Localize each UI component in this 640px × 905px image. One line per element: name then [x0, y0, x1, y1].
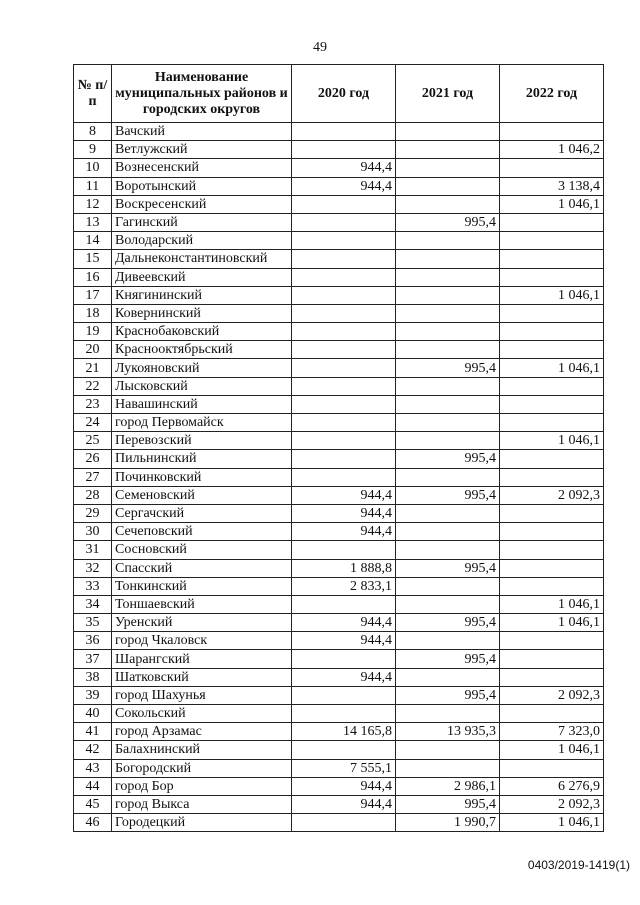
row-name-cell: Тоншаевский: [112, 595, 292, 613]
row-number-cell: 15: [74, 250, 112, 268]
row-name-cell: Богородский: [112, 759, 292, 777]
row-2021-cell: [396, 541, 500, 559]
row-2022-cell: [500, 304, 604, 322]
row-number-cell: 35: [74, 614, 112, 632]
row-2021-cell: [396, 414, 500, 432]
row-2020-cell: 944,4: [292, 614, 396, 632]
row-2022-cell: [500, 377, 604, 395]
table-row: [74, 814, 604, 832]
row-2022-cell: 1 046,1: [500, 595, 604, 613]
header-2022: 2022 год: [500, 65, 604, 123]
table-row: [74, 377, 604, 395]
row-number-cell: 9: [74, 141, 112, 159]
row-2021-cell: [396, 632, 500, 650]
row-2020-cell: [292, 359, 396, 377]
row-2022-cell: 2 092,3: [500, 486, 604, 504]
row-2020-cell: 944,4: [292, 777, 396, 795]
row-name-cell: Ковернинский: [112, 304, 292, 322]
row-name-cell: Городецкий: [112, 814, 292, 832]
row-2021-cell: [396, 286, 500, 304]
row-number-cell: 30: [74, 523, 112, 541]
document-code: 0403/2019-1419(1): [527, 858, 630, 872]
row-2020-cell: [292, 268, 396, 286]
header-num: № п/п: [74, 65, 112, 123]
row-2022-cell: 1 046,1: [500, 741, 604, 759]
row-number-cell: 40: [74, 705, 112, 723]
row-2020-cell: 944,4: [292, 632, 396, 650]
row-name-cell: Лысковский: [112, 377, 292, 395]
row-name-cell: Сокольский: [112, 705, 292, 723]
row-2020-cell: [292, 232, 396, 250]
row-2022-cell: [500, 323, 604, 341]
row-name-cell: Вознесенский: [112, 159, 292, 177]
row-2020-cell: 14 165,8: [292, 723, 396, 741]
row-2022-cell: 1 046,2: [500, 141, 604, 159]
table-row: [74, 395, 604, 413]
row-2021-cell: 995,4: [396, 559, 500, 577]
row-2021-cell: 995,4: [396, 795, 500, 813]
row-2021-cell: 13 935,3: [396, 723, 500, 741]
row-2022-cell: 1 046,1: [500, 359, 604, 377]
page-number: 49: [313, 40, 327, 55]
row-2020-cell: [292, 141, 396, 159]
row-2020-cell: [292, 323, 396, 341]
row-number-cell: 19: [74, 323, 112, 341]
row-2020-cell: [292, 595, 396, 613]
row-name-cell: Лукояновский: [112, 359, 292, 377]
row-2022-cell: 6 276,9: [500, 777, 604, 795]
row-name-cell: Уренский: [112, 614, 292, 632]
row-name-cell: Володарский: [112, 232, 292, 250]
row-number-cell: 13: [74, 213, 112, 231]
row-number-cell: 43: [74, 759, 112, 777]
row-2021-cell: [396, 141, 500, 159]
header-2021: 2021 год: [396, 65, 500, 123]
row-2021-cell: [396, 395, 500, 413]
row-2020-cell: [292, 432, 396, 450]
row-number-cell: 34: [74, 595, 112, 613]
row-name-cell: Пильнинский: [112, 450, 292, 468]
row-2021-cell: [396, 250, 500, 268]
row-2021-cell: [396, 595, 500, 613]
row-number-cell: 39: [74, 686, 112, 704]
table-row: [74, 341, 604, 359]
table-row: [74, 795, 604, 813]
row-number-cell: 26: [74, 450, 112, 468]
table-row: [74, 777, 604, 795]
row-2020-cell: [292, 686, 396, 704]
row-2021-cell: [396, 523, 500, 541]
row-2021-cell: [396, 123, 500, 141]
table-row: [74, 177, 604, 195]
row-2021-cell: 995,4: [396, 486, 500, 504]
row-2022-cell: 2 092,3: [500, 795, 604, 813]
row-2022-cell: [500, 395, 604, 413]
row-name-cell: Княгининский: [112, 286, 292, 304]
table-row: [74, 286, 604, 304]
row-number-cell: 10: [74, 159, 112, 177]
row-2021-cell: [396, 341, 500, 359]
table-row: [74, 323, 604, 341]
row-name-cell: город Шахунья: [112, 686, 292, 704]
row-number-cell: 37: [74, 650, 112, 668]
table-row: [74, 614, 604, 632]
row-2020-cell: [292, 213, 396, 231]
row-name-cell: город Выкса: [112, 795, 292, 813]
row-name-cell: Сечеповский: [112, 523, 292, 541]
row-2020-cell: [292, 341, 396, 359]
row-number-cell: 20: [74, 341, 112, 359]
row-2020-cell: 944,4: [292, 523, 396, 541]
table-row: [74, 268, 604, 286]
row-2020-cell: [292, 541, 396, 559]
row-name-cell: Семеновский: [112, 486, 292, 504]
row-2021-cell: [396, 304, 500, 322]
row-2021-cell: 995,4: [396, 686, 500, 704]
row-name-cell: Воскресенский: [112, 195, 292, 213]
row-2022-cell: 1 046,1: [500, 286, 604, 304]
row-2022-cell: 1 046,1: [500, 195, 604, 213]
row-2020-cell: [292, 705, 396, 723]
table-row: [74, 759, 604, 777]
row-2022-cell: [500, 668, 604, 686]
row-number-cell: 36: [74, 632, 112, 650]
row-name-cell: Перевозский: [112, 432, 292, 450]
row-number-cell: 8: [74, 123, 112, 141]
row-2021-cell: [396, 577, 500, 595]
table-row: [74, 304, 604, 322]
row-2022-cell: 1 046,1: [500, 814, 604, 832]
row-2020-cell: [292, 414, 396, 432]
table-row: [74, 668, 604, 686]
table-row: [74, 159, 604, 177]
row-2020-cell: [292, 650, 396, 668]
table-row: [74, 559, 604, 577]
row-number-cell: 44: [74, 777, 112, 795]
row-name-cell: Краснобаковский: [112, 323, 292, 341]
row-2022-cell: [500, 541, 604, 559]
table-row: [74, 504, 604, 522]
row-2021-cell: [396, 759, 500, 777]
row-2020-cell: 944,4: [292, 486, 396, 504]
row-name-cell: Вачский: [112, 123, 292, 141]
row-number-cell: 29: [74, 504, 112, 522]
row-2022-cell: [500, 650, 604, 668]
row-2021-cell: [396, 323, 500, 341]
row-2020-cell: [292, 286, 396, 304]
row-number-cell: 23: [74, 395, 112, 413]
table-row: [74, 523, 604, 541]
table-row: [74, 577, 604, 595]
table-row: [74, 468, 604, 486]
row-2022-cell: [500, 504, 604, 522]
row-number-cell: 33: [74, 577, 112, 595]
row-2022-cell: [500, 559, 604, 577]
table-row: [74, 723, 604, 741]
row-2020-cell: [292, 304, 396, 322]
row-2021-cell: 995,4: [396, 450, 500, 468]
row-name-cell: Спасский: [112, 559, 292, 577]
row-2022-cell: 7 323,0: [500, 723, 604, 741]
row-2022-cell: [500, 759, 604, 777]
row-number-cell: 27: [74, 468, 112, 486]
row-number-cell: 42: [74, 741, 112, 759]
row-name-cell: Сосновский: [112, 541, 292, 559]
row-2022-cell: [500, 268, 604, 286]
row-2021-cell: [396, 377, 500, 395]
row-2020-cell: 944,4: [292, 504, 396, 522]
row-2020-cell: [292, 377, 396, 395]
row-number-cell: 32: [74, 559, 112, 577]
row-2022-cell: [500, 450, 604, 468]
row-2022-cell: [500, 232, 604, 250]
row-name-cell: Гагинский: [112, 213, 292, 231]
table-body: [74, 123, 604, 832]
row-2021-cell: 995,4: [396, 650, 500, 668]
row-2021-cell: 995,4: [396, 614, 500, 632]
row-number-cell: 46: [74, 814, 112, 832]
row-name-cell: город Первомайск: [112, 414, 292, 432]
table-row: [74, 141, 604, 159]
row-name-cell: Шатковский: [112, 668, 292, 686]
row-2020-cell: [292, 395, 396, 413]
row-number-cell: 41: [74, 723, 112, 741]
row-number-cell: 31: [74, 541, 112, 559]
table-row: [74, 432, 604, 450]
row-2020-cell: 944,4: [292, 159, 396, 177]
row-2020-cell: [292, 468, 396, 486]
row-2021-cell: [396, 232, 500, 250]
table-row: [74, 123, 604, 141]
row-2020-cell: [292, 741, 396, 759]
row-number-cell: 45: [74, 795, 112, 813]
row-2021-cell: [396, 705, 500, 723]
row-2020-cell: [292, 450, 396, 468]
row-number-cell: 18: [74, 304, 112, 322]
table-row: [74, 232, 604, 250]
row-2020-cell: 944,4: [292, 668, 396, 686]
table-row: [74, 705, 604, 723]
row-2021-cell: 995,4: [396, 213, 500, 231]
table-row: [74, 632, 604, 650]
row-2021-cell: [396, 268, 500, 286]
row-2022-cell: [500, 468, 604, 486]
table-row: [74, 450, 604, 468]
row-name-cell: город Бор: [112, 777, 292, 795]
row-2020-cell: [292, 250, 396, 268]
row-2020-cell: 1 888,8: [292, 559, 396, 577]
row-2022-cell: [500, 705, 604, 723]
table-row: [74, 595, 604, 613]
row-number-cell: 22: [74, 377, 112, 395]
row-2021-cell: [396, 432, 500, 450]
row-2020-cell: 7 555,1: [292, 759, 396, 777]
table-row: [74, 213, 604, 231]
row-number-cell: 25: [74, 432, 112, 450]
row-2021-cell: [396, 504, 500, 522]
row-number-cell: 28: [74, 486, 112, 504]
row-name-cell: Дальнеконстантиновский: [112, 250, 292, 268]
table-row: [74, 414, 604, 432]
row-2022-cell: 3 138,4: [500, 177, 604, 195]
row-2022-cell: [500, 123, 604, 141]
row-name-cell: город Чкаловск: [112, 632, 292, 650]
row-2021-cell: [396, 468, 500, 486]
row-2022-cell: 1 046,1: [500, 614, 604, 632]
header-2020: 2020 год: [292, 65, 396, 123]
row-number-cell: 17: [74, 286, 112, 304]
row-2021-cell: [396, 177, 500, 195]
row-number-cell: 21: [74, 359, 112, 377]
row-name-cell: Балахнинский: [112, 741, 292, 759]
header-name: Наименование муниципальных районов и городских округов: [112, 65, 292, 123]
row-name-cell: Тонкинский: [112, 577, 292, 595]
row-number-cell: 12: [74, 195, 112, 213]
table-row: [74, 486, 604, 504]
row-2022-cell: [500, 213, 604, 231]
row-name-cell: город Арзамас: [112, 723, 292, 741]
row-2021-cell: 995,4: [396, 359, 500, 377]
row-2022-cell: [500, 341, 604, 359]
row-2022-cell: 1 046,1: [500, 432, 604, 450]
table-row: [74, 250, 604, 268]
row-2022-cell: [500, 577, 604, 595]
row-number-cell: 24: [74, 414, 112, 432]
row-2021-cell: [396, 741, 500, 759]
row-name-cell: Воротынский: [112, 177, 292, 195]
table-header-row: [74, 65, 604, 123]
row-2021-cell: [396, 668, 500, 686]
row-2020-cell: [292, 195, 396, 213]
row-2022-cell: [500, 632, 604, 650]
row-2022-cell: [500, 159, 604, 177]
row-name-cell: Починковский: [112, 468, 292, 486]
row-name-cell: Дивеевский: [112, 268, 292, 286]
row-2020-cell: 944,4: [292, 795, 396, 813]
row-name-cell: Навашинский: [112, 395, 292, 413]
row-2020-cell: [292, 814, 396, 832]
row-2022-cell: 2 092,3: [500, 686, 604, 704]
table-row: [74, 650, 604, 668]
table-row: [74, 359, 604, 377]
row-2022-cell: [500, 414, 604, 432]
row-2022-cell: [500, 523, 604, 541]
row-number-cell: 14: [74, 232, 112, 250]
row-2021-cell: 1 990,7: [396, 814, 500, 832]
table-row: [74, 195, 604, 213]
funding-table: [73, 64, 604, 832]
row-number-cell: 16: [74, 268, 112, 286]
row-name-cell: Ветлужский: [112, 141, 292, 159]
row-2020-cell: 2 833,1: [292, 577, 396, 595]
row-number-cell: 38: [74, 668, 112, 686]
row-name-cell: Краснооктябрьский: [112, 341, 292, 359]
row-2021-cell: [396, 159, 500, 177]
row-2021-cell: [396, 195, 500, 213]
row-name-cell: Сергачский: [112, 504, 292, 522]
row-2022-cell: [500, 250, 604, 268]
row-2020-cell: 944,4: [292, 177, 396, 195]
table-row: [74, 741, 604, 759]
row-2020-cell: [292, 123, 396, 141]
row-2021-cell: 2 986,1: [396, 777, 500, 795]
row-name-cell: Шарангский: [112, 650, 292, 668]
table-row: [74, 686, 604, 704]
row-number-cell: 11: [74, 177, 112, 195]
table-row: [74, 541, 604, 559]
